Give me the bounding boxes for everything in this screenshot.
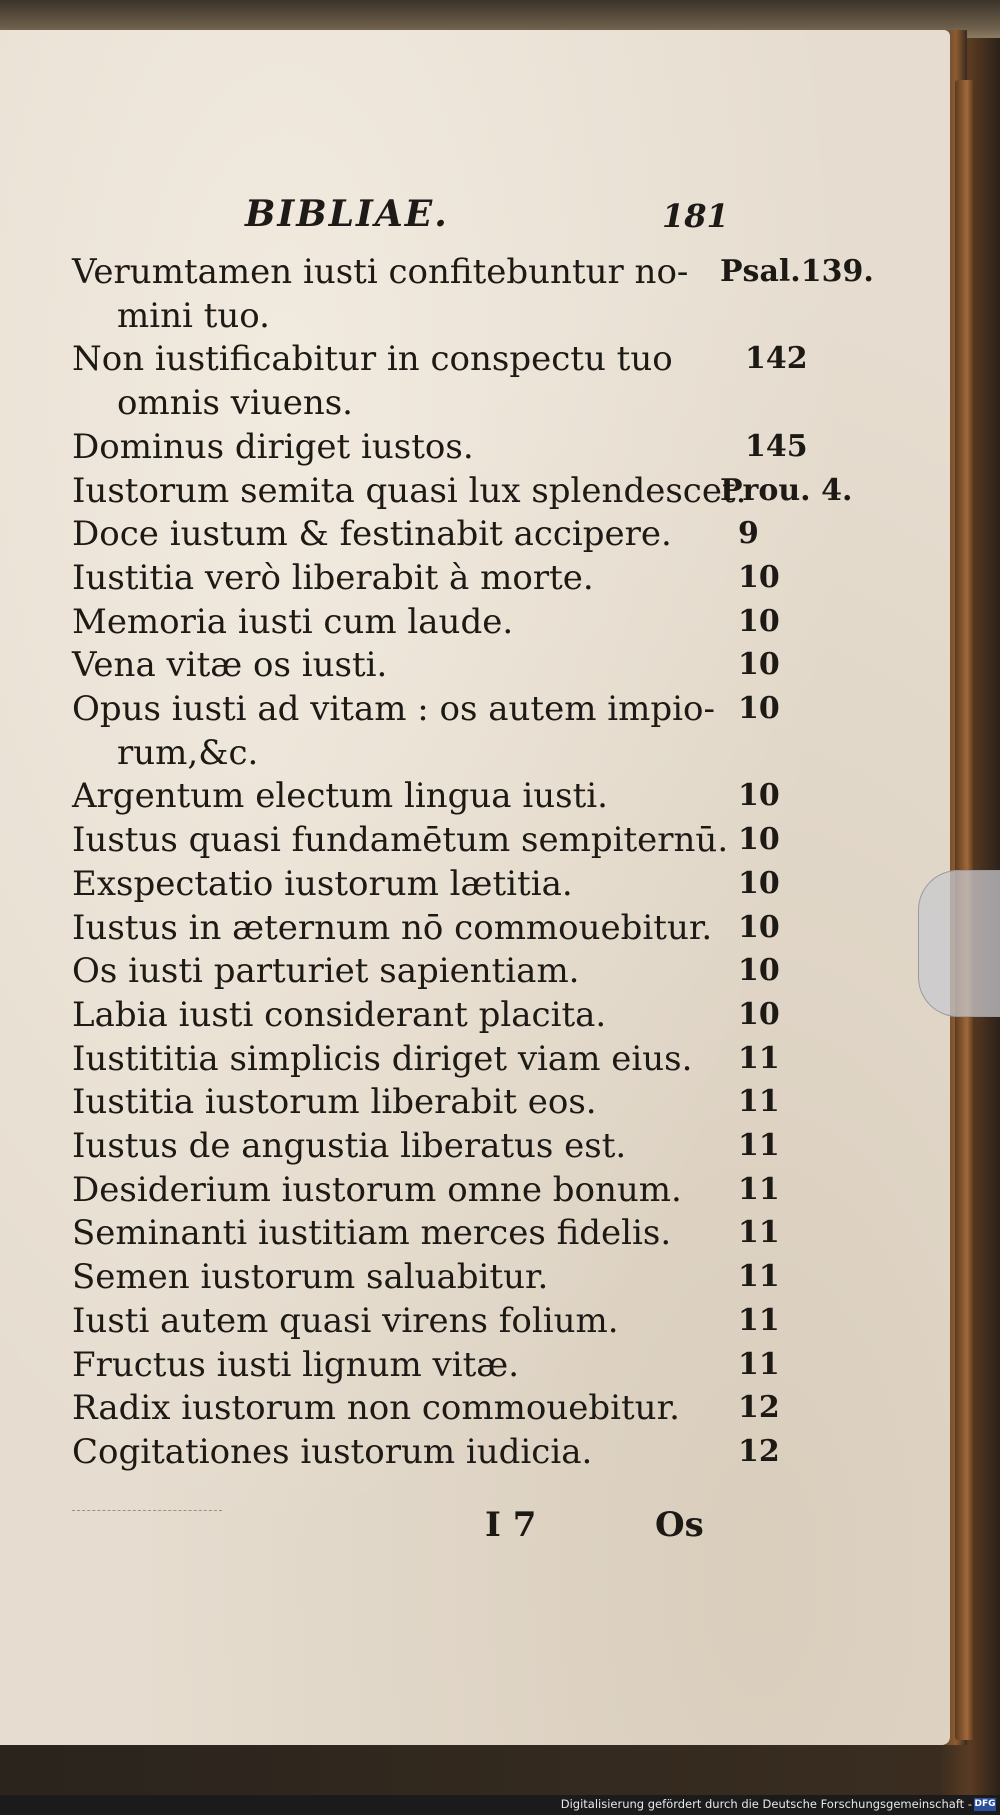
- entry-text: Iusti autem quasi virens folium.: [72, 1300, 619, 1341]
- entry-text: rum,&c.: [117, 732, 259, 773]
- entry-text: Cogitationes iustorum iudicia.: [72, 1431, 593, 1472]
- entry-text: Fructus iusti lignum vitæ.: [72, 1344, 520, 1385]
- entry-text: Memoria iusti cum laude.: [72, 601, 514, 642]
- entry-text: Vena vitæ os iusti.: [72, 645, 388, 686]
- entry-text: Verumtamen iusti confitebuntur no-: [72, 252, 689, 292]
- entry-text: mini tuo.: [117, 295, 270, 336]
- entry-reference: 10: [738, 865, 780, 901]
- entry-reference: 145: [745, 428, 808, 464]
- entry-reference: Psal.139.: [720, 254, 874, 289]
- entry-reference: 11: [738, 1128, 780, 1163]
- entry-text: Iustitia iustorum liberabit eos.: [72, 1082, 597, 1123]
- signature-mark: I 7: [485, 1505, 537, 1545]
- page-clip: [918, 870, 1000, 1017]
- entry-text: Exspectatio iustorum lætitia.: [72, 863, 573, 904]
- entry-text: Non iustificabitur in conspectu tuo: [72, 339, 673, 380]
- entry-reference: 10: [738, 953, 780, 989]
- entry-text: omnis viuens.: [117, 383, 353, 424]
- entry-text: Iustus quasi fundamētum sempiternū.: [72, 820, 729, 861]
- entry-reference: 12: [738, 1433, 780, 1469]
- entry-text: Iustus in æternum nō commouebitur.: [72, 907, 713, 948]
- entry-text: Radix iustorum non commouebitur.: [72, 1388, 680, 1429]
- entry-text: Opus iusti ad vitam : os autem impio-: [72, 689, 715, 729]
- entry-reference: 11: [738, 1171, 780, 1207]
- entry-reference: 9: [738, 516, 759, 552]
- dfg-logo: DFG: [974, 1799, 996, 1809]
- entry-text: Iustitia verò liberabit à morte.: [72, 557, 594, 598]
- entry-text: Iustititia simplicis diriget viam eius.: [72, 1038, 693, 1079]
- entry-reference: Prou. 4.: [720, 472, 853, 508]
- entry-text: Desiderium iustorum omne bonum.: [72, 1169, 682, 1210]
- entry-reference: 10: [738, 647, 780, 683]
- entry-reference: 10: [738, 822, 780, 858]
- entry-reference: 11: [738, 1259, 780, 1295]
- running-title: BIBLIAE.: [245, 193, 449, 235]
- entry-reference: 142: [745, 341, 808, 377]
- entry-text: Doce iustum & festinabit accipere.: [72, 514, 672, 555]
- entry-reference: 10: [738, 909, 780, 945]
- entry-text: Semen iustorum saluabitur.: [72, 1257, 549, 1298]
- entry-reference: 10: [738, 559, 780, 595]
- entry-reference: 11: [738, 1040, 780, 1076]
- bottom-rule: [72, 1510, 222, 1512]
- entry-reference: 10: [738, 778, 780, 814]
- catchword: Os: [655, 1505, 704, 1545]
- entry-reference: 10: [738, 691, 780, 726]
- entry-text: Dominus diriget iustos.: [72, 426, 474, 467]
- entry-reference: 10: [738, 996, 780, 1032]
- entry-reference: 12: [738, 1390, 780, 1426]
- entry-text: Argentum electum lingua iusti.: [72, 776, 608, 817]
- page-number: 181: [662, 197, 729, 235]
- entry-text: Iustus de angustia liberatus est.: [72, 1126, 627, 1166]
- footer-credit: Digitalisierung gefördert durch die Deutsche Forschungsgemeinschaft -: [560, 1797, 972, 1811]
- entry-text: Os iusti parturiet sapientiam.: [72, 951, 580, 992]
- entry-text: Seminanti iustitiam merces fidelis.: [72, 1213, 672, 1254]
- entry-text: Iustorum semita quasi lux splendescet.: [72, 470, 747, 511]
- entry-reference: 11: [738, 1346, 780, 1382]
- entry-reference: 11: [738, 1302, 780, 1338]
- entry-reference: 11: [738, 1215, 780, 1251]
- entry-reference: 10: [738, 603, 780, 639]
- entry-text: Labia iusti considerant placita.: [72, 994, 607, 1035]
- entry-reference: 11: [738, 1084, 780, 1120]
